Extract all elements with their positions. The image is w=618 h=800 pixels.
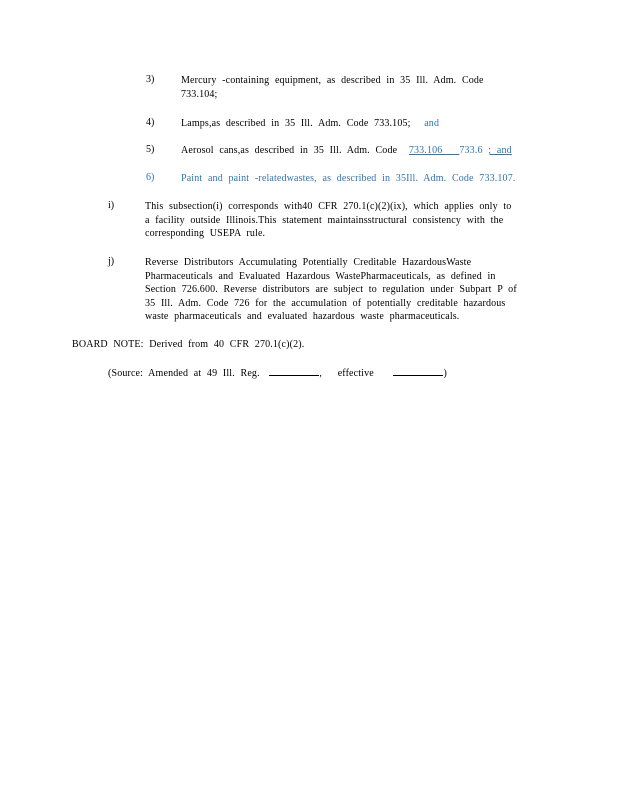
para-i-text bbox=[145, 200, 565, 241]
source-line bbox=[108, 366, 468, 381]
para-i-line: corresponding USEPA rule. bbox=[145, 228, 266, 239]
item-4-text bbox=[181, 117, 481, 131]
source-prefix: (Source: Amended at 49 Ill. Reg. bbox=[108, 368, 260, 379]
item-4-suffix: and bbox=[424, 118, 440, 129]
item-3-line2: 733.104; bbox=[181, 88, 218, 100]
source-comma: , bbox=[319, 368, 323, 379]
item-5-number: 5) bbox=[146, 144, 155, 155]
source-effective-blank bbox=[393, 366, 443, 376]
para-j-text bbox=[145, 256, 565, 324]
para-j-line: Pharmaceuticals and Evaluated Hazardous WastePharmaceuticals, as defined in bbox=[145, 270, 496, 282]
item-6-text: Paint and paint -relatedwastes, as described in 35Ill. Adm. Code 733.107. bbox=[181, 173, 516, 184]
item-4-number: 4) bbox=[146, 117, 155, 128]
para-j-line: 35 Ill. Adm. Code 726 for the accumulation of potentially creditable hazardous bbox=[145, 297, 506, 309]
para-i-label: i) bbox=[108, 200, 115, 211]
item-5-main: Aerosol cans,as described in 35 Ill. Adm. Code bbox=[181, 145, 398, 156]
item-5-link-suffix: ; and bbox=[488, 145, 512, 156]
para-i-line: This subsection(i) corresponds with40 CFR 270.1(c)(2)(ix), which applies only to bbox=[145, 201, 512, 212]
item-5-link-spacer bbox=[442, 145, 459, 156]
item-5-link-733-6[interactable]: 733.6 bbox=[459, 145, 483, 156]
item-3-number: 3) bbox=[146, 74, 155, 85]
item-5-link-733-106[interactable]: 733.106 bbox=[408, 145, 443, 156]
source-reg-blank bbox=[269, 366, 319, 376]
para-j-line: waste pharmaceuticals and evaluated hazardous waste pharmaceuticals. bbox=[145, 311, 460, 322]
item-5-text bbox=[181, 144, 521, 158]
item-3-text bbox=[181, 74, 511, 101]
para-j-line: Reverse Distributors Accumulating Potentially Creditable HazardousWaste bbox=[145, 257, 472, 268]
item-4-main: Lamps,as described in 35 Ill. Adm. Code 733.105; bbox=[181, 118, 411, 129]
para-j-label: j) bbox=[108, 256, 115, 267]
item-6-number: 6) bbox=[146, 172, 155, 183]
source-effective: effective bbox=[337, 368, 374, 379]
item-3-line1: Mercury -containing equipment, as described in 35 Ill. Adm. Code bbox=[181, 75, 484, 86]
source-close: ) bbox=[443, 368, 447, 379]
board-note: BOARD NOTE: Derived from 40 CFR 270.1(c)(2). bbox=[72, 339, 305, 350]
para-j-line: Section 726.600. Reverse distributors are subject to regulation under Subpart P of bbox=[145, 284, 517, 295]
para-i-line: a facility outside Illinois.This statement maintainsstructural consistency with the bbox=[145, 214, 504, 226]
